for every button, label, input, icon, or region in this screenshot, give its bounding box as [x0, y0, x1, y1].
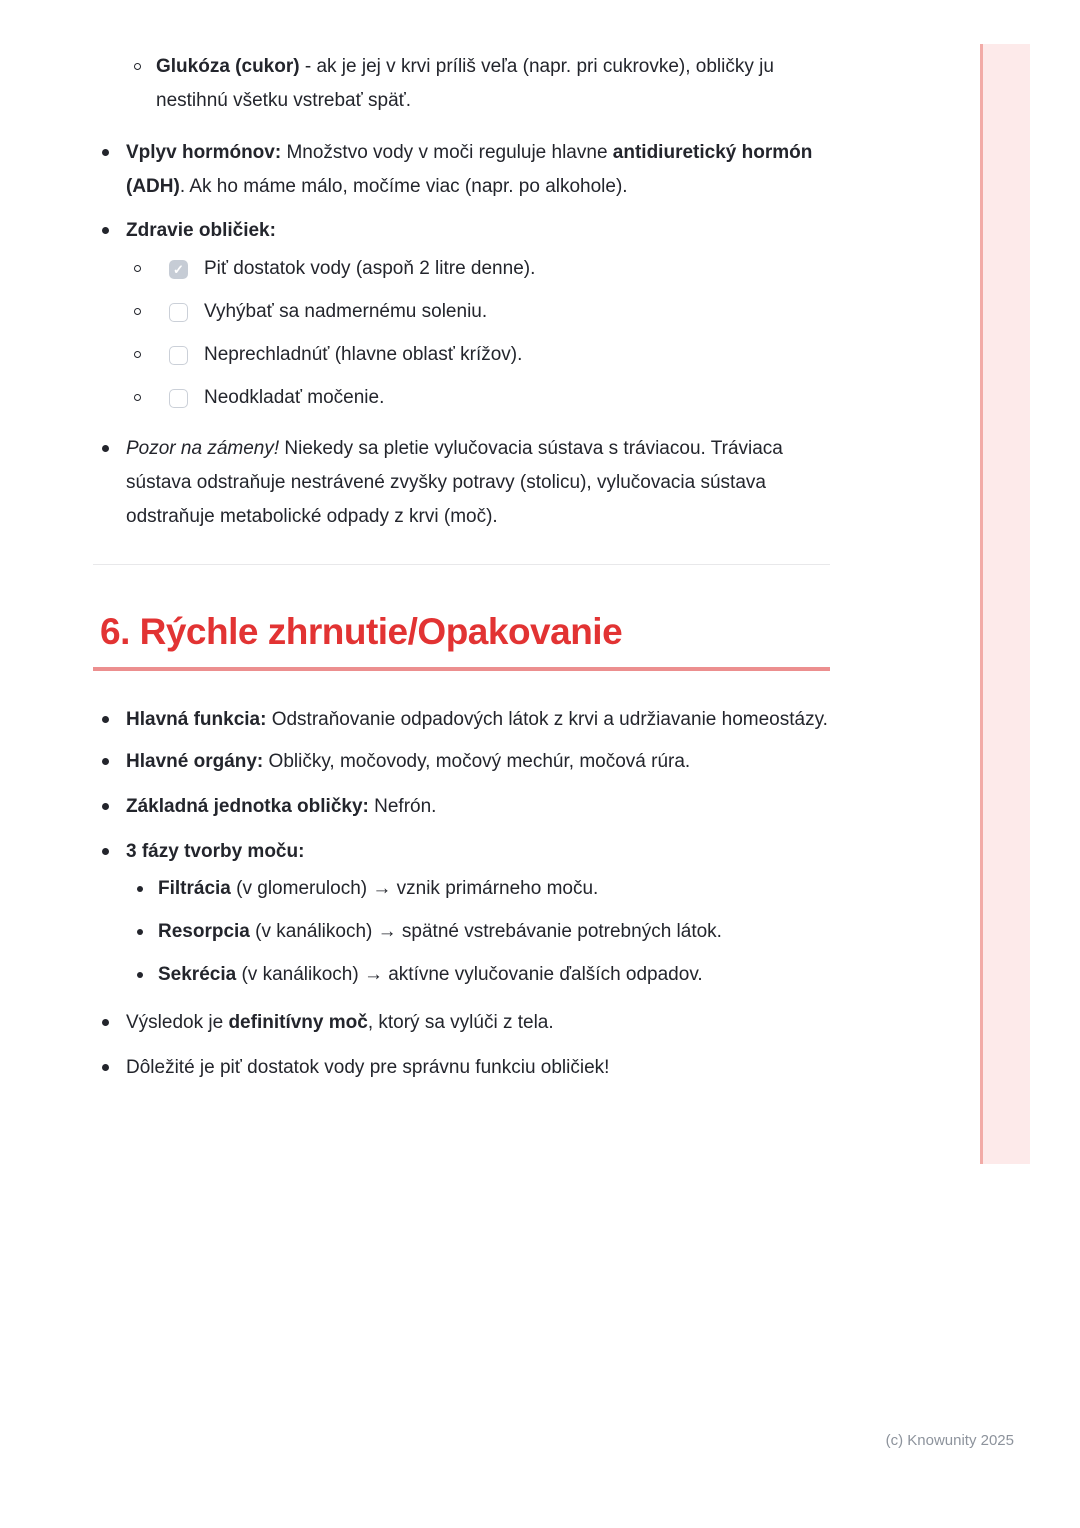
hormones-text: [126, 136, 834, 204]
page-edge-decoration: [980, 44, 1030, 1164]
resorption-bold: Resorpcia: [158, 921, 250, 942]
main-function-text: [126, 703, 834, 737]
warning-text: [126, 432, 834, 534]
checklist-item: [100, 295, 834, 329]
warning-text-italic: Pozor na zámeny!: [126, 438, 280, 459]
hormones-text-rest2: . Ak ho máme málo, močíme viac (napr. po alkohole).: [179, 176, 628, 197]
checklist-item: [100, 338, 834, 372]
checkbox[interactable]: [169, 346, 188, 365]
urine-phases-bold: 3 fázy tvorby moču:: [126, 841, 305, 862]
hormones-text-rest1: Množstvo vody v moči reguluje hlavne: [281, 142, 613, 163]
disc-bullet-icon: [137, 886, 143, 892]
disc-bullet-icon: [102, 848, 109, 855]
list-item-important: [100, 1051, 834, 1085]
urine-phases-sublist: [100, 872, 834, 992]
disc-bullet-icon: [102, 758, 109, 765]
list-item-kidney-health: [100, 214, 834, 248]
check-icon: ✓: [173, 262, 184, 277]
circle-bullet-icon: [134, 394, 141, 401]
checklist-item: [100, 252, 834, 286]
circle-bullet-icon: [134, 308, 141, 315]
heading-underline: [93, 667, 830, 671]
circle-bullet-icon: [134, 63, 141, 70]
checkbox[interactable]: [169, 389, 188, 408]
main-organs-rest: Obličky, močovody, močový mechúr, močová rúra.: [263, 751, 691, 772]
list-item-main-function: [100, 703, 834, 737]
filtration-rest: (v glomeruloch) → vznik primárneho moču.: [230, 878, 599, 899]
list-item-basic-unit: [100, 790, 834, 824]
copyright-text: (c) Knowunity 2025: [885, 1432, 1014, 1449]
secretion-rest: (v kanálikoch) → aktívne vylučovanie ďalších odpadov.: [236, 964, 703, 985]
kidney-health-text: [126, 214, 834, 248]
hormones-text-bold2: antidiuretický hormón (ADH): [126, 142, 813, 197]
circle-bullet-icon: [134, 265, 141, 272]
section-heading: 6. Rýchle zhrnutie/Opakovanie: [100, 611, 623, 652]
glucose-text-bold: Glukóza (cukor): [156, 56, 300, 77]
main-function-rest: Odstraňovanie odpadových látok z krvi a udržiavanie homeostázy.: [266, 709, 828, 730]
disc-bullet-icon: [102, 149, 109, 156]
sublist-item-secretion: [100, 958, 834, 992]
basic-unit-bold: Základná jednotka obličky:: [126, 796, 369, 817]
list-item-urine-phases: [100, 835, 834, 869]
important-text: Dôležité je piť dostatok vody pre správnu funkciu obličiek!: [126, 1057, 610, 1078]
kidney-health-bold: Zdravie obličiek:: [126, 220, 276, 241]
disc-bullet-icon: [102, 716, 109, 723]
list-item-warning: [100, 432, 834, 534]
list-item-glucose: [100, 50, 834, 118]
main-function-bold: Hlavná funkcia:: [126, 709, 267, 730]
disc-bullet-icon: [102, 803, 109, 810]
checklist-item: [100, 381, 834, 415]
filtration-bold: Filtrácia: [158, 878, 231, 899]
result-text: [126, 1006, 834, 1040]
glucose-text-rest: - ak je jej v krvi príliš veľa (napr. pri cukrovke), obličky ju nestihnú všetku vstrebať späť.: [156, 56, 774, 111]
circle-bullet-icon: [134, 351, 141, 358]
disc-bullet-icon: [102, 1064, 109, 1071]
resorption-rest: (v kanálikoch) → spätné vstrebávanie potrebných látok.: [249, 921, 722, 942]
checklist-item-label: Vyhýbať sa nadmernému soleniu.: [204, 301, 488, 322]
disc-bullet-icon: [102, 227, 109, 234]
filtration-text: [158, 872, 834, 906]
result-bold: definitívny moč: [228, 1012, 368, 1033]
main-organs-bold: Hlavné orgány:: [126, 751, 264, 772]
list-item-result: [100, 1006, 834, 1040]
list-item-main-organs: [100, 745, 834, 779]
disc-bullet-icon: [137, 972, 143, 978]
resorption-text: [158, 915, 834, 949]
secretion-text: [158, 958, 834, 992]
checkbox[interactable]: [169, 260, 188, 279]
urine-phases-text: [126, 835, 834, 869]
result-rest1: Výsledok je: [126, 1012, 229, 1033]
warning-text-rest: Niekedy sa pletie vylučovacia sústava s tráviacou. Tráviaca sústava odstraňuje nestrávené zvyšky potravy (stolicu), vylučovacia sústava odstraňuje metabolické odpady z krvi (moč).: [126, 438, 783, 527]
secretion-bold: Sekrécia: [158, 964, 237, 985]
sublist-item-resorption: [100, 915, 834, 949]
disc-bullet-icon: [137, 929, 143, 935]
basic-unit-rest: Nefrón.: [368, 796, 437, 817]
sublist-item-filtration: [100, 872, 834, 906]
section-divider: [93, 564, 830, 565]
list-item-hormones: [100, 136, 834, 204]
glucose-text: [156, 50, 834, 118]
checklist-item-label: Piť dostatok vody (aspoň 2 litre denne).: [204, 258, 536, 279]
disc-bullet-icon: [102, 445, 109, 452]
hormones-text-bold1: Vplyv hormónov:: [126, 142, 282, 163]
disc-bullet-icon: [102, 1019, 109, 1026]
checklist-item-label: Neodkladať močenie.: [204, 387, 385, 408]
note-content: [100, 50, 834, 1095]
checklist-item-label: Neprechladnúť (hlavne oblasť krížov).: [204, 344, 523, 365]
basic-unit-text: [126, 790, 834, 824]
kidney-health-checklist: [100, 252, 834, 415]
main-organs-text: [126, 745, 834, 779]
result-rest2: , ktorý sa vylúči z tela.: [367, 1012, 554, 1033]
checkbox[interactable]: [169, 303, 188, 322]
